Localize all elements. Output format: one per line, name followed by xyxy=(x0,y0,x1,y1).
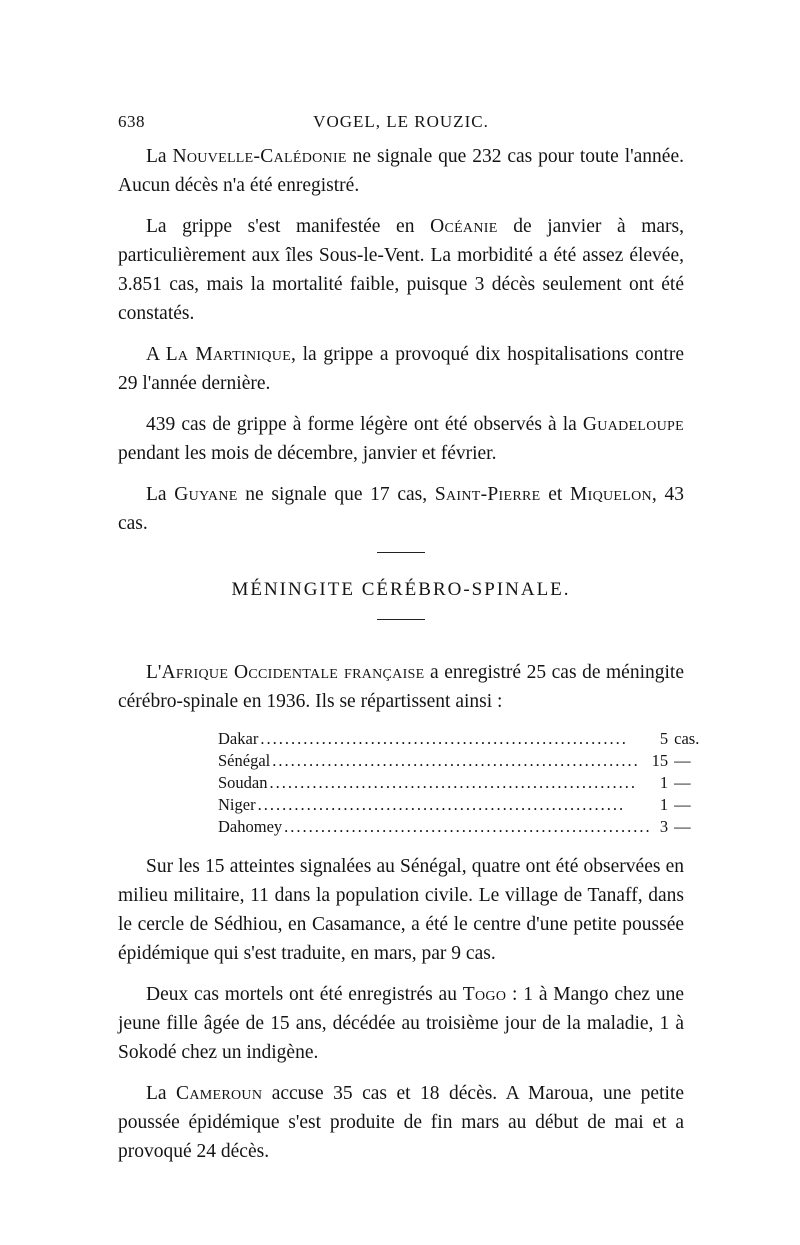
place-name: Togo xyxy=(462,984,507,1005)
text-run: Sur les 15 atteintes signalées au Sénégal, quatre ont été observées en milieu militaire, 11 dans la population civile. Le village de Tanaff, dans le cercle de Sédhiou, en Casamance, a été le centre d'une petite poussée épidémique qui s'est traduite, en mars, par 9 cas. xyxy=(118,856,684,964)
region-name xyxy=(218,794,652,816)
cases-table xyxy=(218,728,699,838)
case-count: 15 xyxy=(651,751,669,770)
case-unit: — xyxy=(674,751,691,770)
paragraph xyxy=(118,852,684,968)
body-text-grippe xyxy=(118,142,684,538)
case-count: 3 xyxy=(659,817,669,836)
region-name xyxy=(218,728,652,750)
paragraph xyxy=(118,212,684,328)
text-run: de janvier à mars, particulièrement aux îles Sous-le-Vent. La morbidité a été assez élevée, 3.851 cas, mais la mortalité faible, puisque 3 décès seulement ont été constatés. xyxy=(118,216,684,324)
text-run: L' xyxy=(146,662,162,683)
case-unit: — xyxy=(674,773,691,792)
place-name: Afrique Occidentale française xyxy=(161,662,425,683)
place-name: Guadeloupe xyxy=(582,414,684,435)
leader-dots: ............................................................ xyxy=(260,729,628,748)
paragraph xyxy=(118,980,684,1067)
region-label: Dakar xyxy=(218,729,259,748)
case-unit: — xyxy=(674,795,691,814)
text-run: La xyxy=(146,146,173,167)
place-name: Guyane xyxy=(174,484,238,505)
leader-dots: ............................................................ xyxy=(269,773,637,792)
region-label: Niger xyxy=(218,795,256,814)
text-run: 439 cas de grippe à forme légère ont été observés à la xyxy=(146,414,583,435)
case-unit: cas. xyxy=(674,729,700,748)
table-row xyxy=(218,728,699,750)
leader-dots: ............................................................ xyxy=(272,751,640,770)
place-name: Océanie xyxy=(430,216,498,237)
region-name xyxy=(218,772,652,794)
running-title: VOGEL, LE ROUZIC. xyxy=(313,112,489,131)
region-label: Sénégal xyxy=(218,751,271,770)
leader-dots: ............................................................ xyxy=(257,795,626,814)
body-text-meningite xyxy=(118,852,684,1166)
paragraph xyxy=(118,1079,684,1166)
section-title: MÉNINGITE CÉRÉBRO-SPINALE. xyxy=(231,579,571,600)
section-rule-bottom xyxy=(377,619,425,620)
table-row xyxy=(218,816,699,838)
table-row xyxy=(218,772,699,794)
table-row xyxy=(218,750,699,772)
text-run: a enregistré 25 cas de méningite cérébro-spinale en 1936. Ils se répartissent ainsi : xyxy=(118,662,684,712)
place-name: Nouvelle-Calédonie xyxy=(172,146,347,167)
text-run: accuse 35 cas et 18 décès. A Maroua, une petite poussée épidémique s'est produite de fin mars au début de mai et a provoqué 24 décès. xyxy=(118,1083,684,1162)
document-page xyxy=(118,112,700,1178)
place-name: Cameroun xyxy=(176,1083,263,1104)
page-number: 638 xyxy=(118,112,145,131)
place-name: La Martinique xyxy=(165,344,292,365)
leader-dots: ............................................................ xyxy=(284,817,652,836)
text-run: , 43 cas. xyxy=(118,484,684,534)
section-rule-top xyxy=(377,552,425,553)
paragraph xyxy=(118,410,684,468)
case-count: 1 xyxy=(659,773,669,792)
page-header xyxy=(118,112,684,142)
text-run: , la grippe a provoqué dix hospitalisations contre 29 l'année dernière. xyxy=(118,344,684,394)
text-run: La grippe s'est manifestée en xyxy=(146,216,431,237)
intro-paragraph xyxy=(118,658,684,716)
place-name: Miquelon xyxy=(569,484,652,505)
case-count: 5 xyxy=(659,729,669,748)
paragraph xyxy=(118,480,684,538)
paragraph xyxy=(118,142,684,200)
region-name xyxy=(218,816,652,838)
text-run: Deux cas mortels ont été enregistrés au xyxy=(146,984,463,1005)
text-run: La xyxy=(146,1083,177,1104)
table-row xyxy=(218,794,699,816)
case-unit: — xyxy=(674,817,691,836)
case-count: 1 xyxy=(659,795,669,814)
text-run: ne signale que 232 cas pour toute l'année. Aucun décès n'a été enregistré. xyxy=(118,146,684,196)
text-run: A xyxy=(146,344,166,365)
text-run: La xyxy=(146,484,175,505)
text-run: ne signale que 17 cas, xyxy=(237,484,435,505)
paragraph xyxy=(118,340,684,398)
region-label: Soudan xyxy=(218,773,268,792)
place-name: Saint-Pierre xyxy=(434,484,541,505)
text-run: pendant les mois de décembre, janvier et février. xyxy=(118,443,497,464)
region-name xyxy=(218,750,652,772)
text-run: et xyxy=(540,484,570,505)
region-label: Dahomey xyxy=(218,817,283,836)
text-run: : 1 à Mango chez une jeune fille âgée de 15 ans, décédée au troisième jour de la maladie, 1 à Sokodé chez un indigène. xyxy=(118,984,684,1063)
